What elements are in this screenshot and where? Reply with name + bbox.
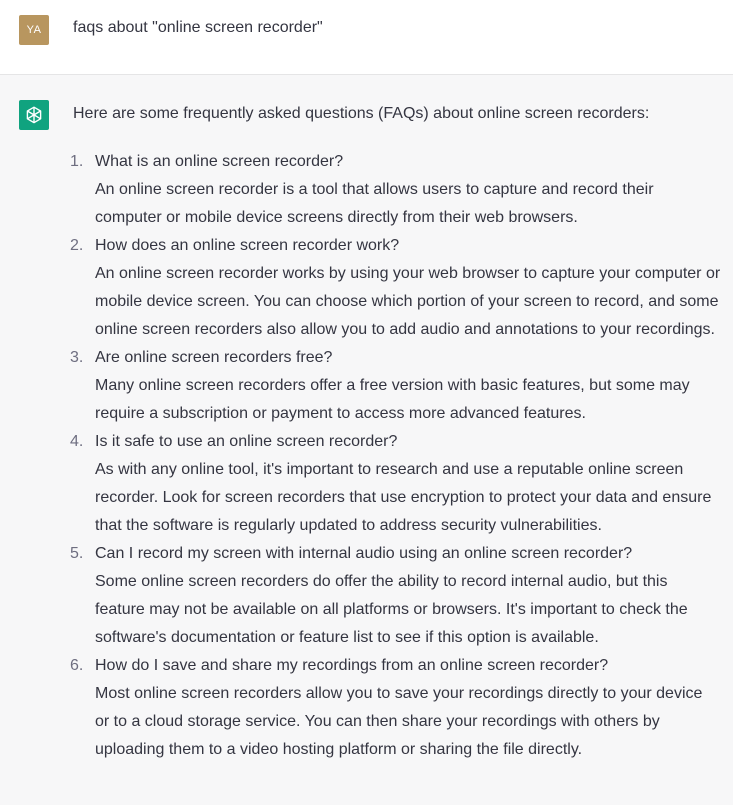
faq-number: 6.: [70, 657, 84, 674]
faq-item: [0, 652, 733, 764]
assistant-message-row: [0, 75, 733, 805]
faq-question: Is it safe to use an online screen recorder?: [95, 433, 398, 450]
faq-answer: Many online screen recorders offer a free version with basic features, but some may require a subscription or payment to access more advanced features.: [95, 377, 690, 422]
faq-number: 5.: [70, 545, 84, 562]
assistant-avatar: [19, 100, 49, 130]
faq-answer: Most online screen recorders allow you to save your recordings directly to your device or to a cloud storage service. You can then share your recordings with others by uploading them to a video hosting platform or sharing the file directly.: [95, 685, 703, 758]
faq-question: How do I save and share my recordings from an online screen recorder?: [95, 657, 609, 674]
faq-item: [0, 232, 733, 344]
faq-number: 1.: [70, 153, 84, 170]
assistant-intro: Here are some frequently asked questions (FAQs) about online screen recorders:: [73, 105, 650, 122]
faq-answer: Some online screen recorders do offer the ability to record internal audio, but this feature may not be available on all platforms or browsers. It's important to check the software's documentation or feature list to see if this option is available.: [95, 573, 688, 646]
faq-item: [0, 344, 733, 428]
faq-item: [0, 428, 733, 540]
faq-question: What is an online screen recorder?: [95, 153, 344, 170]
user-message-text: faqs about "online screen recorder": [73, 19, 323, 36]
faq-item: [0, 540, 733, 652]
faq-question: Can I record my screen with internal audio using an online screen recorder?: [95, 545, 633, 562]
openai-logo-icon: [24, 105, 44, 125]
faq-answer: As with any online tool, it's important to research and use a reputable online screen recorder. Look for screen recorders that use encryption to protect your data and ensure that the software is regularly updated to address security vulnerabilities.: [95, 461, 712, 534]
user-avatar: YA: [19, 15, 49, 45]
faq-list: [0, 148, 733, 764]
faq-number: 4.: [70, 433, 84, 450]
faq-item: [0, 148, 733, 232]
faq-question: Are online screen recorders free?: [95, 349, 333, 366]
faq-question: How does an online screen recorder work?: [95, 237, 400, 254]
user-message-row: [0, 0, 733, 75]
faq-answer: An online screen recorder works by using your web browser to capture your computer or mobile device screen. You can choose which portion of your screen to record, and some online screen recorders also allow you to add audio and annotations to your recordings.: [95, 265, 721, 338]
faq-number: 2.: [70, 237, 84, 254]
faq-number: 3.: [70, 349, 84, 366]
faq-answer: An online screen recorder is a tool that allows users to capture and record their computer or mobile device screens directly from their web browsers.: [95, 181, 654, 226]
